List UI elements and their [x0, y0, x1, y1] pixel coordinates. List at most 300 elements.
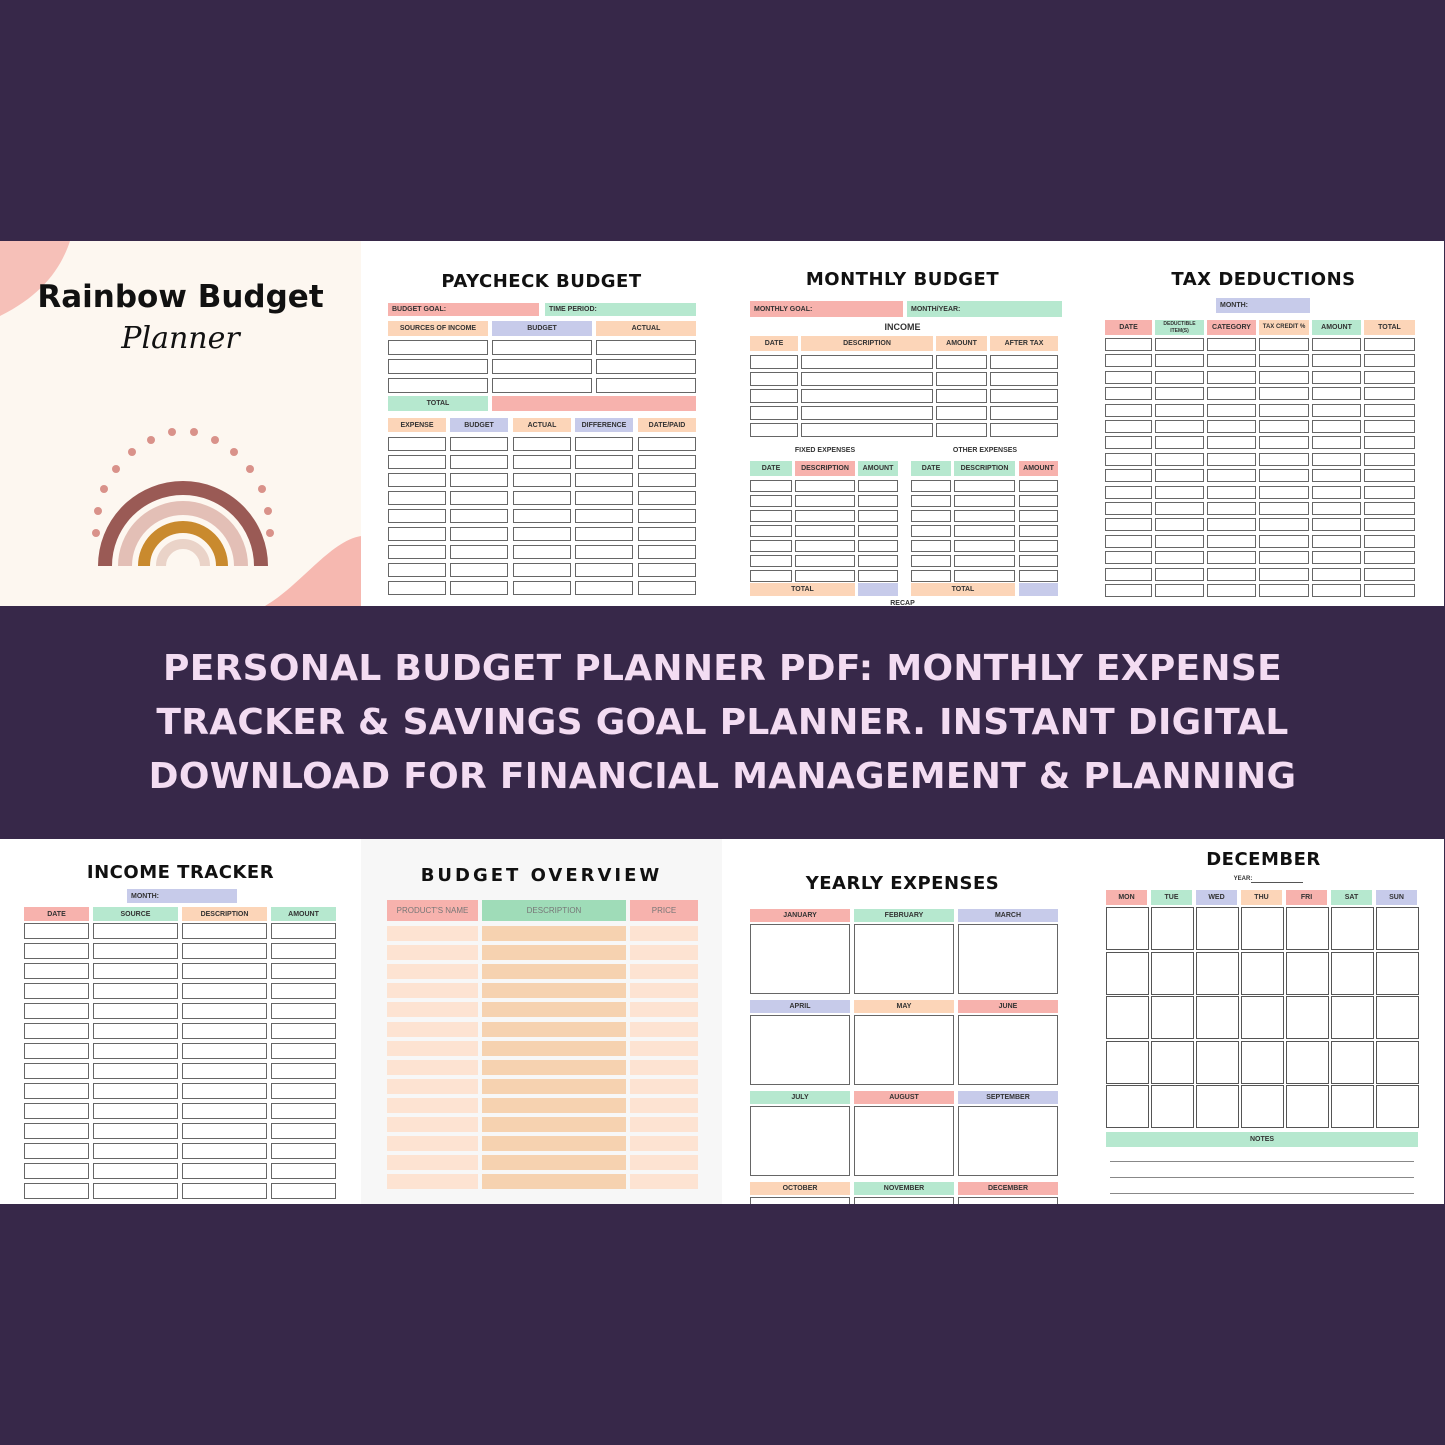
- cover-title: Rainbow Budget: [37, 279, 324, 315]
- table-cell: [93, 1163, 178, 1179]
- day-cell: [1286, 907, 1329, 950]
- month-header: DECEMBER: [958, 1182, 1058, 1195]
- table-cell: [93, 1083, 178, 1099]
- table-cell: [990, 389, 1058, 403]
- month-header: OCTOBER: [750, 1182, 850, 1195]
- notes-line: [1110, 1177, 1414, 1178]
- other-expenses-label: OTHER EXPENSES: [952, 446, 1018, 454]
- table-cell: [638, 473, 696, 487]
- table-cell: [482, 1002, 626, 1017]
- table-cell: [1259, 568, 1309, 581]
- day-cell: [1376, 952, 1419, 995]
- table-cell: [630, 1022, 698, 1037]
- table-cell: [1155, 568, 1204, 581]
- table-cell: [858, 525, 898, 537]
- income-tracker-preview: [0, 839, 361, 1204]
- table-cell: [492, 378, 592, 393]
- month-box: [750, 1015, 850, 1085]
- monthly-budget-preview: [722, 241, 1083, 606]
- table-cell: [858, 480, 898, 492]
- table-cell: [271, 1023, 336, 1039]
- table-cell: [482, 926, 626, 941]
- table-cell: [388, 437, 446, 451]
- table-cell: [271, 943, 336, 959]
- mb-income-header-description: DESCRIPTION: [801, 336, 933, 351]
- day-cell: [1331, 1041, 1374, 1084]
- bottom-preview-row: [0, 839, 1445, 1204]
- table-cell: [271, 923, 336, 939]
- day-cell: [1196, 1041, 1239, 1084]
- table-cell: [93, 923, 178, 939]
- month-box: [854, 1197, 954, 1204]
- day-cell: [1286, 1041, 1329, 1084]
- table-cell: [911, 480, 951, 492]
- rainbow-icon: [105, 488, 261, 566]
- month-header: APRIL: [750, 1000, 850, 1013]
- table-cell: [1019, 555, 1058, 567]
- table-cell: [387, 1060, 478, 1075]
- table-cell: [1364, 486, 1415, 499]
- table-cell: [1259, 404, 1309, 417]
- table-cell: [182, 943, 267, 959]
- table-cell: [482, 1079, 626, 1094]
- month-box: [958, 1197, 1058, 1204]
- table-cell: [1207, 502, 1256, 515]
- table-cell: [795, 480, 855, 492]
- month-header: FEBRUARY: [854, 909, 954, 922]
- table-cell: [1019, 570, 1058, 582]
- fixed-header-date: DATE: [750, 461, 792, 476]
- tax-header-credit: TAX CREDIT %: [1259, 320, 1309, 335]
- table-cell: [1207, 338, 1256, 351]
- other-total-label: TOTAL: [911, 583, 1015, 596]
- table-cell: [575, 527, 633, 541]
- year-label: YEAR:: [1233, 876, 1253, 882]
- other-total-value: [1019, 583, 1058, 596]
- table-cell: [1155, 354, 1204, 367]
- day-cell: [1106, 1085, 1149, 1128]
- table-cell: [1364, 584, 1415, 597]
- table-cell: [1105, 371, 1152, 384]
- table-cell: [388, 491, 446, 505]
- table-cell: [911, 540, 951, 552]
- table-cell: [1207, 535, 1256, 548]
- table-cell: [482, 945, 626, 960]
- table-cell: [1312, 535, 1361, 548]
- table-cell: [1105, 568, 1152, 581]
- table-cell: [750, 372, 798, 386]
- table-cell: [513, 455, 571, 469]
- table-cell: [24, 1023, 89, 1039]
- table-cell: [575, 455, 633, 469]
- table-cell: [482, 1098, 626, 1113]
- table-cell: [1105, 486, 1152, 499]
- expense-header-difference: DIFFERENCE: [575, 418, 633, 432]
- table-cell: [801, 423, 933, 437]
- table-cell: [1259, 518, 1309, 531]
- table-cell: [638, 527, 696, 541]
- mb-income-header-date: DATE: [750, 336, 798, 351]
- table-cell: [387, 926, 478, 941]
- table-cell: [271, 1083, 336, 1099]
- table-cell: [1364, 518, 1415, 531]
- table-cell: [1259, 469, 1309, 482]
- table-cell: [388, 563, 446, 577]
- month-header: MAY: [854, 1000, 954, 1013]
- table-cell: [1259, 551, 1309, 564]
- table-cell: [387, 1174, 478, 1189]
- table-cell: [1259, 584, 1309, 597]
- table-cell: [387, 1079, 478, 1094]
- table-cell: [1105, 354, 1152, 367]
- table-cell: [638, 437, 696, 451]
- table-cell: [1364, 453, 1415, 466]
- table-cell: [750, 389, 798, 403]
- table-cell: [954, 480, 1015, 492]
- table-cell: [911, 495, 951, 507]
- it-header-description: DESCRIPTION: [182, 907, 267, 921]
- table-cell: [387, 964, 478, 979]
- table-cell: [575, 563, 633, 577]
- table-cell: [182, 923, 267, 939]
- table-cell: [954, 525, 1015, 537]
- table-cell: [630, 1041, 698, 1056]
- table-cell: [1259, 354, 1309, 367]
- table-cell: [1155, 518, 1204, 531]
- table-cell: [388, 581, 446, 595]
- month-box: [854, 1015, 954, 1085]
- table-cell: [271, 1123, 336, 1139]
- table-cell: [24, 1083, 89, 1099]
- table-cell: [271, 1063, 336, 1079]
- table-cell: [936, 389, 987, 403]
- table-cell: [387, 1022, 478, 1037]
- table-cell: [450, 473, 508, 487]
- table-cell: [1364, 354, 1415, 367]
- table-cell: [750, 406, 798, 420]
- day-cell: [1196, 907, 1239, 950]
- day-cell: [1241, 996, 1284, 1039]
- day-cell: [1286, 1085, 1329, 1128]
- day-cell: [1106, 1041, 1149, 1084]
- table-cell: [1259, 420, 1309, 433]
- table-cell: [638, 563, 696, 577]
- table-cell: [1259, 387, 1309, 400]
- table-cell: [858, 510, 898, 522]
- month-header: JANUARY: [750, 909, 850, 922]
- budget-overview-preview: [361, 839, 722, 1204]
- day-cell: [1376, 1085, 1419, 1128]
- table-cell: [801, 389, 933, 403]
- day-cell: [1196, 996, 1239, 1039]
- day-cell: [1151, 1085, 1194, 1128]
- table-cell: [93, 943, 178, 959]
- table-cell: [388, 527, 446, 541]
- table-cell: [1312, 486, 1361, 499]
- table-cell: [1105, 518, 1152, 531]
- table-cell: [1207, 453, 1256, 466]
- table-cell: [750, 423, 798, 437]
- table-cell: [1019, 480, 1058, 492]
- fixed-total-label: TOTAL: [750, 583, 855, 596]
- table-cell: [630, 1155, 698, 1170]
- table-cell: [575, 491, 633, 505]
- table-cell: [450, 545, 508, 559]
- table-cell: [93, 983, 178, 999]
- table-cell: [271, 1183, 336, 1199]
- table-cell: [387, 983, 478, 998]
- table-cell: [630, 1002, 698, 1017]
- table-cell: [1105, 469, 1152, 482]
- table-cell: [750, 540, 792, 552]
- table-cell: [1105, 420, 1152, 433]
- fixed-header-description: DESCRIPTION: [795, 461, 855, 476]
- table-cell: [954, 510, 1015, 522]
- expense-header-budget: BUDGET: [450, 418, 508, 432]
- table-cell: [858, 555, 898, 567]
- table-cell: [795, 555, 855, 567]
- table-cell: [630, 983, 698, 998]
- table-cell: [911, 570, 951, 582]
- income-label: INCOME: [884, 322, 921, 332]
- tax-month-label: MONTH:: [1216, 298, 1310, 313]
- table-cell: [1019, 525, 1058, 537]
- table-cell: [1207, 404, 1256, 417]
- it-header-amount: AMOUNT: [271, 907, 336, 921]
- table-cell: [271, 1143, 336, 1159]
- budget-goal-label: BUDGET GOAL:: [388, 303, 539, 316]
- table-cell: [482, 1022, 626, 1037]
- table-cell: [630, 1079, 698, 1094]
- table-cell: [954, 555, 1015, 567]
- monthly-title: MONTHLY BUDGET: [805, 269, 1000, 290]
- table-cell: [990, 406, 1058, 420]
- table-cell: [93, 1063, 178, 1079]
- monthly-goal-label: MONTHLY GOAL:: [750, 301, 903, 317]
- table-cell: [93, 1003, 178, 1019]
- fixed-header-amount: AMOUNT: [858, 461, 898, 476]
- table-cell: [388, 378, 488, 393]
- table-cell: [638, 581, 696, 595]
- table-cell: [482, 1060, 626, 1075]
- income-header-source: SOURCES OF INCOME: [388, 321, 488, 336]
- table-cell: [1207, 436, 1256, 449]
- table-cell: [513, 527, 571, 541]
- table-cell: [1155, 486, 1204, 499]
- table-cell: [630, 964, 698, 979]
- table-cell: [182, 1043, 267, 1059]
- month-box: [854, 1106, 954, 1176]
- table-cell: [1364, 535, 1415, 548]
- table-cell: [1155, 453, 1204, 466]
- table-cell: [387, 1041, 478, 1056]
- other-header-amount: AMOUNT: [1019, 461, 1058, 476]
- income-header-actual: ACTUAL: [596, 321, 696, 336]
- day-cell: [1286, 952, 1329, 995]
- table-cell: [1312, 469, 1361, 482]
- table-cell: [990, 355, 1058, 369]
- table-cell: [1155, 338, 1204, 351]
- yearly-expenses-preview: [722, 839, 1083, 1204]
- table-cell: [1312, 518, 1361, 531]
- fixed-total-value: [858, 583, 898, 596]
- top-preview-row: [0, 241, 1445, 606]
- table-cell: [596, 340, 696, 355]
- table-cell: [492, 359, 592, 374]
- table-cell: [182, 1123, 267, 1139]
- table-cell: [1207, 387, 1256, 400]
- expense-header-expense: EXPENSE: [388, 418, 446, 432]
- table-cell: [795, 525, 855, 537]
- table-cell: [450, 509, 508, 523]
- table-cell: [1259, 535, 1309, 548]
- table-cell: [387, 1117, 478, 1132]
- month-header: MARCH: [958, 909, 1058, 922]
- table-cell: [482, 964, 626, 979]
- table-cell: [1364, 502, 1415, 515]
- table-cell: [388, 545, 446, 559]
- table-cell: [1155, 469, 1204, 482]
- table-cell: [936, 406, 987, 420]
- table-cell: [93, 1123, 178, 1139]
- table-cell: [801, 372, 933, 386]
- banner-title: PERSONAL BUDGET PLANNER PDF: MONTHLY EXPENSE TRACKER & SAVINGS GOAL PLANNER. INSTANT DIGITAL DOWNLOAD FOR FINANCIAL MANAGEMENT & PLANNING: [148, 647, 1297, 797]
- overview-title: BUDGET OVERVIEW: [420, 865, 663, 886]
- day-cell: [1241, 952, 1284, 995]
- table-cell: [911, 555, 951, 567]
- table-cell: [24, 983, 89, 999]
- table-cell: [1105, 584, 1152, 597]
- yearly-title: YEARLY EXPENSES: [805, 873, 1000, 894]
- table-cell: [1259, 338, 1309, 351]
- table-cell: [1259, 502, 1309, 515]
- table-cell: [387, 1136, 478, 1151]
- table-cell: [1207, 584, 1256, 597]
- notes-line: [1110, 1193, 1414, 1194]
- table-cell: [450, 581, 508, 595]
- weekday-header: TUE: [1151, 890, 1192, 905]
- table-cell: [1105, 387, 1152, 400]
- table-cell: [388, 455, 446, 469]
- table-cell: [936, 423, 987, 437]
- tax-header-item: DEDUCTIBLE ITEM(S): [1155, 320, 1204, 335]
- day-cell: [1151, 907, 1194, 950]
- table-cell: [638, 545, 696, 559]
- table-cell: [1312, 338, 1361, 351]
- day-cell: [1241, 1041, 1284, 1084]
- table-cell: [513, 581, 571, 595]
- table-cell: [990, 372, 1058, 386]
- month-box: [750, 1197, 850, 1204]
- ov-header-price: PRICE: [630, 900, 698, 921]
- table-cell: [801, 355, 933, 369]
- it-header-date: DATE: [24, 907, 89, 921]
- table-cell: [630, 1060, 698, 1075]
- other-header-date: DATE: [911, 461, 951, 476]
- day-cell: [1151, 952, 1194, 995]
- income-tracker-month-label: MONTH:: [127, 889, 237, 903]
- table-cell: [1207, 518, 1256, 531]
- table-cell: [1155, 551, 1204, 564]
- income-header-budget: BUDGET: [492, 321, 592, 336]
- table-cell: [93, 1143, 178, 1159]
- income-total-bar: [492, 396, 696, 411]
- expense-header-datepaid: DATE/PAID: [638, 418, 696, 432]
- month-header: JUNE: [958, 1000, 1058, 1013]
- table-cell: [1105, 436, 1152, 449]
- table-cell: [24, 1043, 89, 1059]
- table-cell: [388, 509, 446, 523]
- income-tracker-title: INCOME TRACKER: [86, 862, 275, 883]
- month-header: AUGUST: [854, 1091, 954, 1104]
- table-cell: [1155, 371, 1204, 384]
- table-cell: [1312, 404, 1361, 417]
- table-cell: [93, 963, 178, 979]
- table-cell: [24, 943, 89, 959]
- tax-header-amount: AMOUNT: [1312, 320, 1361, 335]
- table-cell: [1019, 540, 1058, 552]
- day-cell: [1196, 952, 1239, 995]
- table-cell: [1312, 371, 1361, 384]
- day-cell: [1196, 1085, 1239, 1128]
- table-cell: [1155, 420, 1204, 433]
- table-cell: [482, 1174, 626, 1189]
- table-cell: [911, 510, 951, 522]
- mb-income-header-aftertax: AFTER TAX: [990, 336, 1058, 351]
- month-box: [750, 1106, 850, 1176]
- table-cell: [182, 963, 267, 979]
- table-cell: [1364, 436, 1415, 449]
- table-cell: [513, 563, 571, 577]
- year-line: [1251, 882, 1303, 883]
- table-cell: [93, 1183, 178, 1199]
- table-cell: [1019, 495, 1058, 507]
- income-total-label: TOTAL: [388, 396, 488, 411]
- table-cell: [1155, 436, 1204, 449]
- table-cell: [93, 1103, 178, 1119]
- table-cell: [638, 455, 696, 469]
- table-cell: [575, 509, 633, 523]
- weekday-header: FRI: [1286, 890, 1327, 905]
- table-cell: [795, 570, 855, 582]
- december-calendar-preview: [1083, 839, 1444, 1204]
- weekday-header: MON: [1106, 890, 1147, 905]
- month-header: NOVEMBER: [854, 1182, 954, 1195]
- table-cell: [575, 581, 633, 595]
- table-cell: [1259, 371, 1309, 384]
- table-cell: [1207, 469, 1256, 482]
- table-cell: [182, 1183, 267, 1199]
- table-cell: [954, 570, 1015, 582]
- table-cell: [1364, 338, 1415, 351]
- mb-income-header-amount: AMOUNT: [936, 336, 987, 351]
- table-cell: [1312, 436, 1361, 449]
- table-cell: [1207, 420, 1256, 433]
- month-header: SEPTEMBER: [958, 1091, 1058, 1104]
- table-cell: [387, 945, 478, 960]
- table-cell: [795, 510, 855, 522]
- table-cell: [1105, 502, 1152, 515]
- table-cell: [271, 1043, 336, 1059]
- table-cell: [1105, 404, 1152, 417]
- tax-title: TAX DEDUCTIONS: [1171, 269, 1356, 290]
- table-cell: [858, 540, 898, 552]
- table-cell: [24, 1063, 89, 1079]
- table-cell: [1259, 453, 1309, 466]
- table-cell: [182, 1083, 267, 1099]
- table-cell: [630, 945, 698, 960]
- other-header-description: DESCRIPTION: [954, 461, 1015, 476]
